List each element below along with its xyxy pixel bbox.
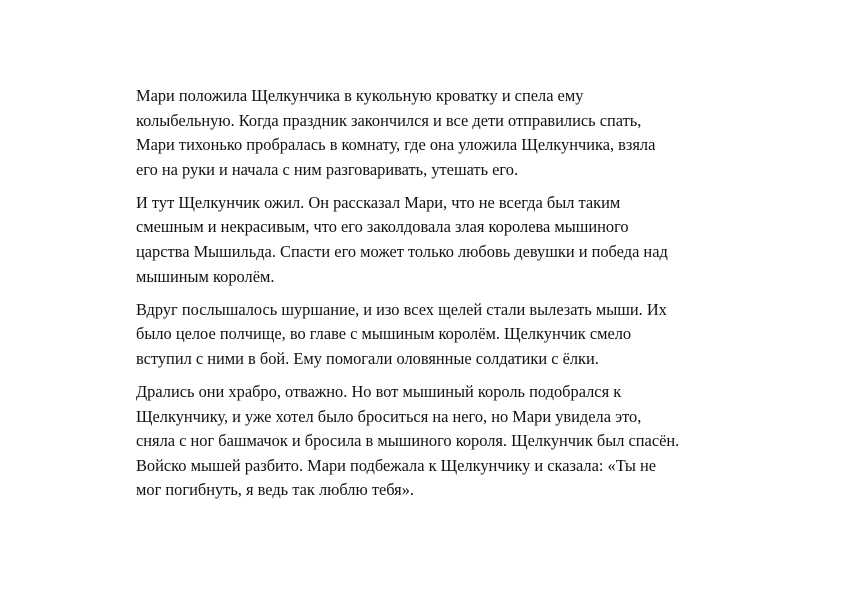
- text-line: И тут Щелкунчик ожил. Он рассказал Мари, что не всегда был таким: [136, 192, 621, 212]
- paragraph-1: [136, 84, 736, 182]
- text-line: его на руки и начала с ним разговаривать, утешать его.: [136, 159, 519, 179]
- text-line: Щелкунчику, и уже хотел было броситься на него, но Мари увидела это,: [136, 406, 642, 426]
- text-line: Мари тихонько пробралась в комнату, где она уложила Щелкунчика, взяла: [136, 135, 656, 155]
- text-line: вступил с ними в бой. Ему помогали оловянные солдатики с ёлки.: [136, 348, 599, 368]
- text-line: царства Мышильда. Спасти его может только любовь девушки и победа над: [136, 242, 668, 262]
- text-line: сняла с ног башмачок и бросила в мышиного короля. Щелкунчик был спасён.: [136, 431, 680, 451]
- text-line: Мари положила Щелкунчика в кукольную кроватку и спела ему: [136, 86, 584, 105]
- text-line: колыбельную. Когда праздник закончился и все дети отправились спать,: [136, 110, 642, 130]
- text-line: мог погибнуть, я ведь так люблю тебя».: [136, 480, 415, 500]
- text-line: Войско мышей разбито. Мари подбежала к Щелкунчику и сказала: «Ты не: [136, 455, 657, 475]
- paragraph-3: [136, 298, 736, 372]
- text-line: было целое полчище, во главе с мышиным королём. Щелкунчик смело: [136, 324, 632, 344]
- text-line: мышиным королём.: [136, 266, 275, 286]
- text-line: Дрались они храбро, отважно. Но вот мышиный король подобрался к: [136, 382, 622, 402]
- story-text: [136, 84, 736, 512]
- paragraph-4: [136, 380, 736, 503]
- text-line: Вдруг послышалось шуршание, и изо всех щелей стали вылезать мыши. Их: [136, 299, 667, 319]
- paragraph-2: [136, 191, 736, 289]
- text-line: смешным и некрасивым, что его заколдовала злая королева мышиного: [136, 217, 629, 237]
